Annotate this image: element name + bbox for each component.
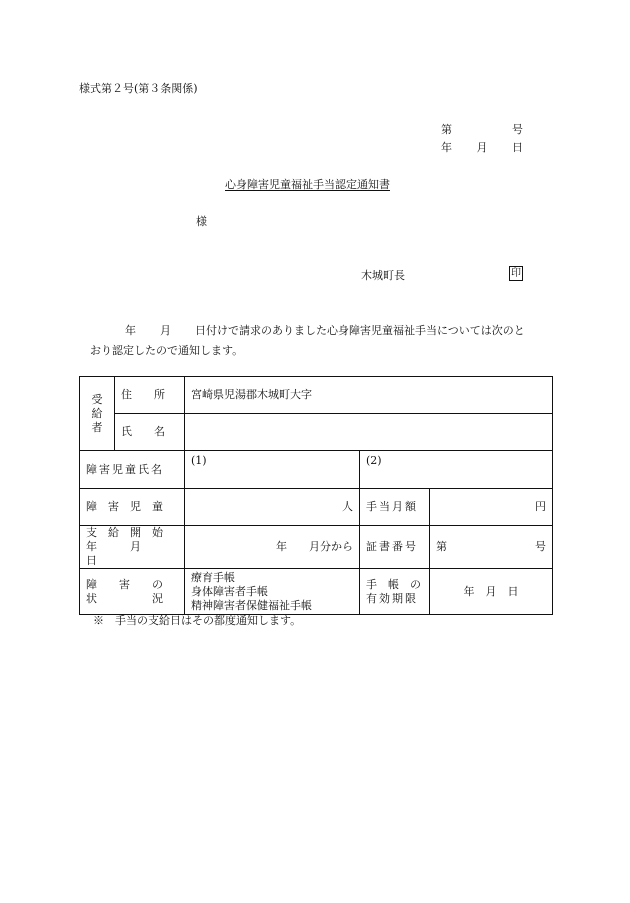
issuer-seal xyxy=(509,266,523,281)
body-line-1 xyxy=(125,322,525,338)
child-name-2: (2) xyxy=(360,451,553,489)
disability-status-label: 障 害 の 状 況 xyxy=(80,569,185,615)
child-name-label: 障害児童氏名 xyxy=(80,451,185,489)
issue-date-day: 日 xyxy=(512,141,523,154)
child-count-unit: 人 xyxy=(185,489,360,526)
issue-date xyxy=(441,139,523,155)
page-title: 心身障害児童福祉手当認定通知書 xyxy=(225,178,390,191)
document-number xyxy=(441,121,523,137)
handbook-validity-label: 手 帳 の 有効期限 xyxy=(360,569,430,615)
table-row xyxy=(80,569,553,615)
address-value: 宮崎県児湯郡木城町大字 xyxy=(185,377,553,414)
name-value xyxy=(185,414,553,451)
addressee-suffix: 様 xyxy=(196,215,207,228)
payment-note: ※ 手当の支給日はその都度通知します。 xyxy=(93,614,302,627)
child-name-1: (1) xyxy=(185,451,360,489)
table-row xyxy=(80,451,553,489)
table-row xyxy=(80,489,553,526)
handbook-list xyxy=(185,569,360,615)
issuer-name: 木城町長 xyxy=(361,269,405,282)
form-number: 様式第２号(第３条関係) xyxy=(79,82,198,95)
monthly-amount-label: 手当月額 xyxy=(360,489,430,526)
body-line-1-rest: 日付けで請求のありました心身障害児童福祉手当については次のと xyxy=(195,324,525,337)
recipient-label: 受 給 者 xyxy=(80,377,115,451)
handbook-item: 療育手帳 xyxy=(191,570,235,584)
name-label: 氏 名 xyxy=(115,414,185,451)
address-label: 住 所 xyxy=(115,377,185,414)
amount-unit: 円 xyxy=(430,489,553,526)
handbook-validity-value: 年 月 日 xyxy=(430,569,553,615)
seal-mark: 印 xyxy=(511,268,521,279)
body-month: 月 xyxy=(160,324,171,337)
doc-number-dai: 第 xyxy=(441,123,452,136)
body-line-2: おり認定したので通知します。 xyxy=(90,344,244,357)
table-row xyxy=(80,377,553,414)
issue-date-month: 月 xyxy=(476,141,488,154)
start-date-value: 年 月分から xyxy=(185,526,360,569)
start-date-label: 支 給 開 始 年 月 日 xyxy=(80,526,185,569)
handbook-item: 精神障害者保健福祉手帳 xyxy=(191,598,312,612)
child-count-label: 障 害 児 童 xyxy=(80,489,185,526)
certificate-number-value: 第 号 xyxy=(430,526,553,569)
issue-date-year: 年 xyxy=(441,141,452,154)
doc-number-go: 号 xyxy=(512,123,523,136)
certificate-number-label: 証書番号 xyxy=(360,526,430,569)
body-year: 年 xyxy=(125,324,136,337)
table-row xyxy=(80,526,553,569)
handbook-item: 身体障害者手帳 xyxy=(191,584,268,598)
table-row xyxy=(80,414,553,451)
notice-table xyxy=(79,376,553,615)
